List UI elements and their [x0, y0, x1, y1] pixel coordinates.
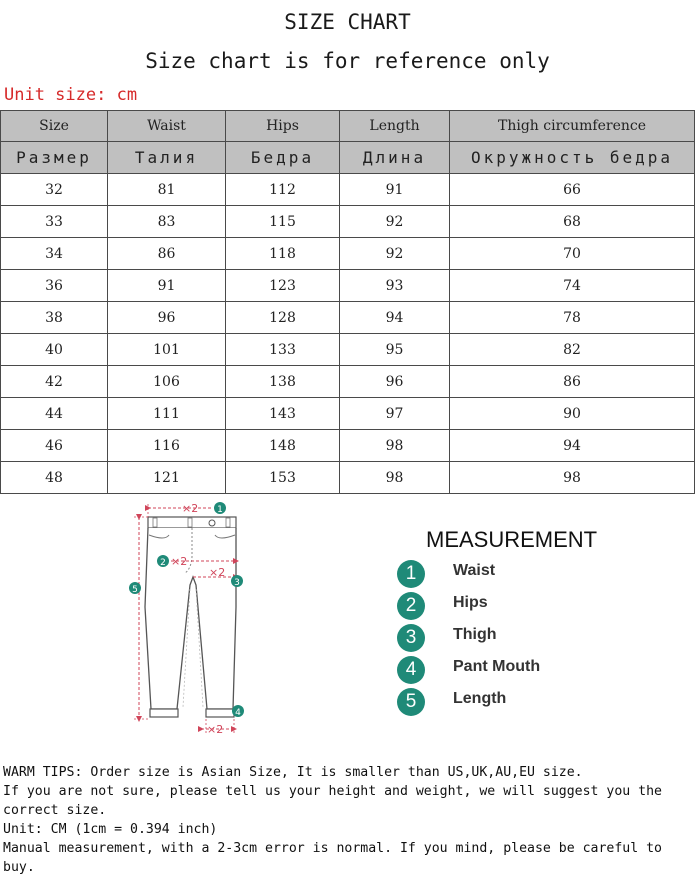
measurement-label: Hips	[453, 594, 488, 611]
table-cell: 138	[226, 366, 340, 398]
pants-diagram	[125, 497, 265, 742]
table-cell: 92	[340, 238, 450, 270]
table-cell: 123	[226, 270, 340, 302]
table-cell: 98	[340, 430, 450, 462]
table-cell: 40	[1, 334, 108, 366]
table-cell: 95	[340, 334, 450, 366]
tip-line: WARM TIPS: Order size is Asian Size, It is smaller than US,UK,AU,EU size.	[3, 765, 583, 780]
table-row	[1, 238, 695, 270]
table-cell: 116	[108, 430, 226, 462]
table-cell: 90	[450, 398, 695, 430]
thigh-multiplier: ×2	[209, 566, 226, 579]
table-cell: 86	[108, 238, 226, 270]
waist-multiplier: ×2	[182, 502, 199, 515]
table-row	[1, 366, 695, 398]
number-5-icon: 5	[397, 688, 425, 716]
table-row	[1, 462, 695, 494]
table-cell: 98	[340, 462, 450, 494]
table-cell: 112	[226, 174, 340, 206]
column-header-ru: Длина	[340, 142, 450, 174]
tip-line: Manual measurement, with a 2-3cm error is normal. If you mind, please be careful to buy.	[3, 841, 662, 875]
table-cell: 36	[1, 270, 108, 302]
header-row-english	[1, 111, 695, 142]
mouth-multiplier: ×2	[207, 723, 224, 736]
table-cell: 34	[1, 238, 108, 270]
number-4-icon: 4	[397, 656, 425, 684]
table-cell: 128	[226, 302, 340, 334]
table-cell: 97	[340, 398, 450, 430]
table-cell: 91	[340, 174, 450, 206]
measurement-label: Length	[453, 690, 507, 707]
table-cell: 82	[450, 334, 695, 366]
table-cell: 70	[450, 238, 695, 270]
column-header-en: Waist	[108, 111, 226, 142]
column-header-ru: Размер	[1, 142, 108, 174]
table-cell: 48	[1, 462, 108, 494]
table-cell: 101	[108, 334, 226, 366]
table-cell: 68	[450, 206, 695, 238]
svg-text:2: 2	[160, 558, 166, 568]
table-cell: 46	[1, 430, 108, 462]
size-table	[0, 110, 695, 494]
table-cell: 133	[226, 334, 340, 366]
hips-multiplier: ×2	[171, 555, 188, 568]
table-cell: 143	[226, 398, 340, 430]
table-cell: 78	[450, 302, 695, 334]
table-row	[1, 174, 695, 206]
table-cell: 42	[1, 366, 108, 398]
table-row	[1, 398, 695, 430]
table-cell: 98	[450, 462, 695, 494]
table-cell: 115	[226, 206, 340, 238]
column-header-ru: Окружность бедра	[450, 142, 695, 174]
table-row	[1, 302, 695, 334]
chart-title: SIZE CHART	[284, 10, 411, 34]
tip-line: Unit: CM (1cm = 0.394 inch)	[3, 822, 218, 837]
table-cell: 91	[108, 270, 226, 302]
svg-text:3: 3	[234, 578, 240, 588]
table-cell: 81	[108, 174, 226, 206]
table-cell: 106	[108, 366, 226, 398]
table-row	[1, 334, 695, 366]
table-cell: 118	[226, 238, 340, 270]
measurement-label: Pant Mouth	[453, 658, 541, 675]
table-cell: 93	[340, 270, 450, 302]
table-cell: 94	[450, 430, 695, 462]
table-cell: 148	[226, 430, 340, 462]
table-cell: 66	[450, 174, 695, 206]
table-cell: 111	[108, 398, 226, 430]
measurement-title: MEASUREMENT	[426, 527, 598, 552]
table-cell: 92	[340, 206, 450, 238]
column-header-en: Thigh circumference	[450, 111, 695, 142]
measurement-label: Waist	[453, 562, 496, 579]
column-header-ru: Талия	[108, 142, 226, 174]
number-1-icon: 1	[397, 560, 425, 588]
table-cell: 86	[450, 366, 695, 398]
svg-text:4: 4	[235, 708, 241, 718]
tip-line: If you are not sure, please tell us your height and weight, we will suggest you the correct size.	[3, 784, 662, 818]
column-header-en: Hips	[226, 111, 340, 142]
column-header-en: Size	[1, 111, 108, 142]
svg-text:5: 5	[132, 585, 138, 595]
svg-text:1: 1	[217, 505, 223, 515]
size-table-body	[1, 174, 695, 494]
chart-subtitle: Size chart is for reference only	[145, 49, 550, 73]
table-cell: 121	[108, 462, 226, 494]
table-cell: 153	[226, 462, 340, 494]
table-row	[1, 206, 695, 238]
warm-tips	[3, 763, 691, 877]
table-cell: 74	[450, 270, 695, 302]
table-row	[1, 270, 695, 302]
measurement-label: Thigh	[453, 626, 497, 643]
number-2-icon: 2	[397, 592, 425, 620]
table-row	[1, 430, 695, 462]
header-row-russian	[1, 142, 695, 174]
column-header-ru: Бедра	[226, 142, 340, 174]
unit-note: Unit size: cm	[4, 85, 138, 105]
table-cell: 33	[1, 206, 108, 238]
table-cell: 38	[1, 302, 108, 334]
table-cell: 94	[340, 302, 450, 334]
table-cell: 32	[1, 174, 108, 206]
pants-outline	[145, 528, 236, 709]
table-cell: 96	[108, 302, 226, 334]
table-cell: 83	[108, 206, 226, 238]
number-3-icon: 3	[397, 624, 425, 652]
table-cell: 96	[340, 366, 450, 398]
column-header-en: Length	[340, 111, 450, 142]
table-cell: 44	[1, 398, 108, 430]
